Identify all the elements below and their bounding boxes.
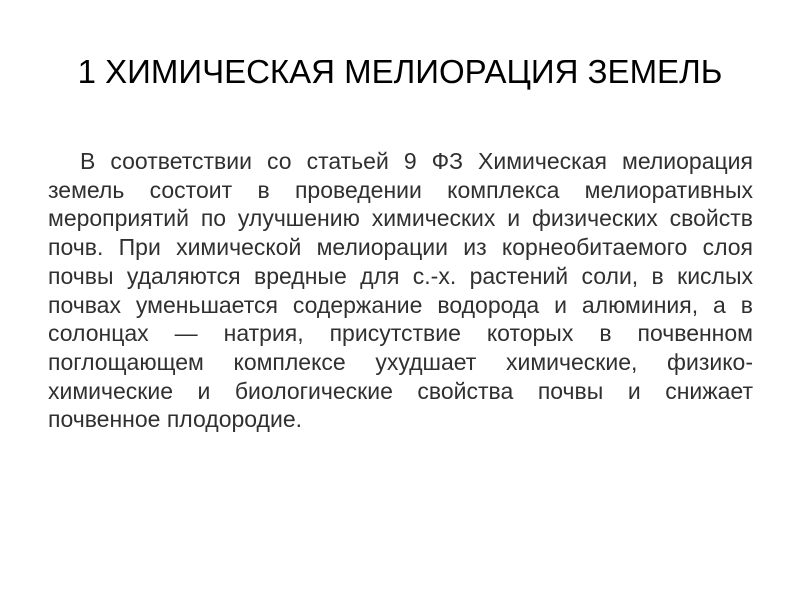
slide-title: 1 ХИМИЧЕСКАЯ МЕЛИОРАЦИЯ ЗЕМЕЛЬ (77, 53, 723, 90)
slide-body-text: В соответствии со статьей 9 ФЗ Химическая мелиорация земель состоит в проведении комплекса мелиоративных мероприятий по улучшению химических и физических свойств почв. При химической мелиорации из корнеобитаемого слоя почвы удаляются вредные для с.-х. растений соли, в кислых почвах уменьшается содержание водорода и алюминия, а в солонцах — натрия, присутствие которых в почвенном поглощающем комплексе ухудшает химические, физико-химические и биологические свойства почвы и снижает почвенное плодородие. (48, 148, 753, 433)
